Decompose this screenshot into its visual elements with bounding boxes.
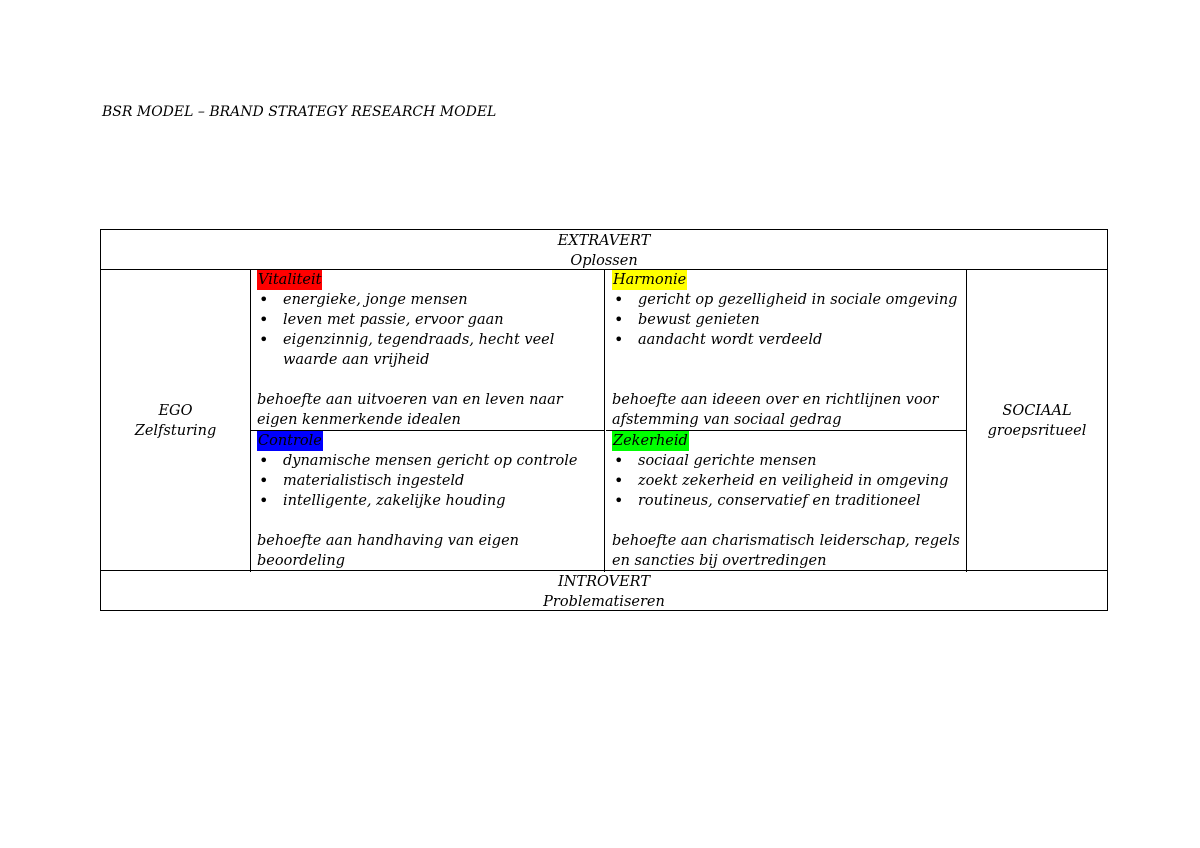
- harmonie-need: behoefte aan ideeen over en richtlijnen voor afstemming van sociaal gedrag: [612, 392, 939, 428]
- list-item: • leven met passie, ervoor gaan: [257, 310, 604, 330]
- quadrant-vitaliteit: [251, 270, 605, 431]
- list-item: • dynamische mensen gericht op controle: [257, 451, 604, 471]
- introvert-band: [101, 570, 1107, 610]
- sociaal-sub: groepsritueel: [987, 423, 1087, 439]
- ego-column: [101, 270, 251, 572]
- zekerheid-need: behoefte aan charismatisch leiderschap, regels en sancties bij overtredingen: [612, 533, 960, 569]
- sociaal-label: SOCIAAL: [1002, 403, 1072, 419]
- introvert-sub: Problematiseren: [543, 594, 665, 610]
- bsr-model-table: [100, 229, 1108, 611]
- list-item: • aandacht wordt verdeeld: [612, 330, 967, 350]
- document-title: BSR MODEL – BRAND STRATEGY RESEARCH MODEL: [102, 104, 497, 120]
- vitaliteit-title: Vitaliteit: [258, 272, 322, 288]
- controle-list: [257, 451, 604, 511]
- harmonie-title: Harmonie: [613, 272, 687, 288]
- list-item: • eigenzinnig, tegendraads, hecht veel waarde aan vrijheid: [257, 330, 604, 370]
- list-item: • routineus, conservatief en traditioneel: [612, 491, 967, 511]
- list-item: • sociaal gerichte mensen: [612, 451, 967, 471]
- quadrant-harmonie: [606, 270, 967, 431]
- zekerheid-list: [612, 451, 967, 511]
- list-item: • gericht op gezelligheid in sociale omgeving: [612, 290, 967, 310]
- sociaal-column: [966, 270, 1107, 572]
- vitaliteit-list: [257, 290, 604, 370]
- introvert-label: INTROVERT: [557, 574, 651, 590]
- harmonie-list: [612, 290, 967, 350]
- list-item: • zoekt zekerheid en veiligheid in omgeving: [612, 471, 967, 491]
- ego-label: EGO: [158, 403, 193, 419]
- zekerheid-title: Zekerheid: [613, 433, 688, 449]
- extravert-band: [101, 230, 1107, 270]
- list-item: • materialistisch ingesteld: [257, 471, 604, 491]
- controle-need: behoefte aan handhaving van eigen beoordeling: [257, 533, 519, 569]
- extravert-label: EXTRAVERT: [557, 233, 651, 249]
- controle-title: Controle: [258, 433, 322, 449]
- list-item: • bewust genieten: [612, 310, 967, 330]
- list-item: • intelligente, zakelijke houding: [257, 491, 604, 511]
- quadrant-controle: [251, 431, 605, 572]
- ego-sub: Zelfsturing: [134, 423, 217, 439]
- vitaliteit-need: behoefte aan uitvoeren van en leven naar eigen kenmerkende idealen: [257, 392, 563, 428]
- extravert-sub: Oplossen: [570, 253, 638, 269]
- quadrant-zekerheid: [606, 431, 967, 572]
- list-item: • energieke, jonge mensen: [257, 290, 604, 310]
